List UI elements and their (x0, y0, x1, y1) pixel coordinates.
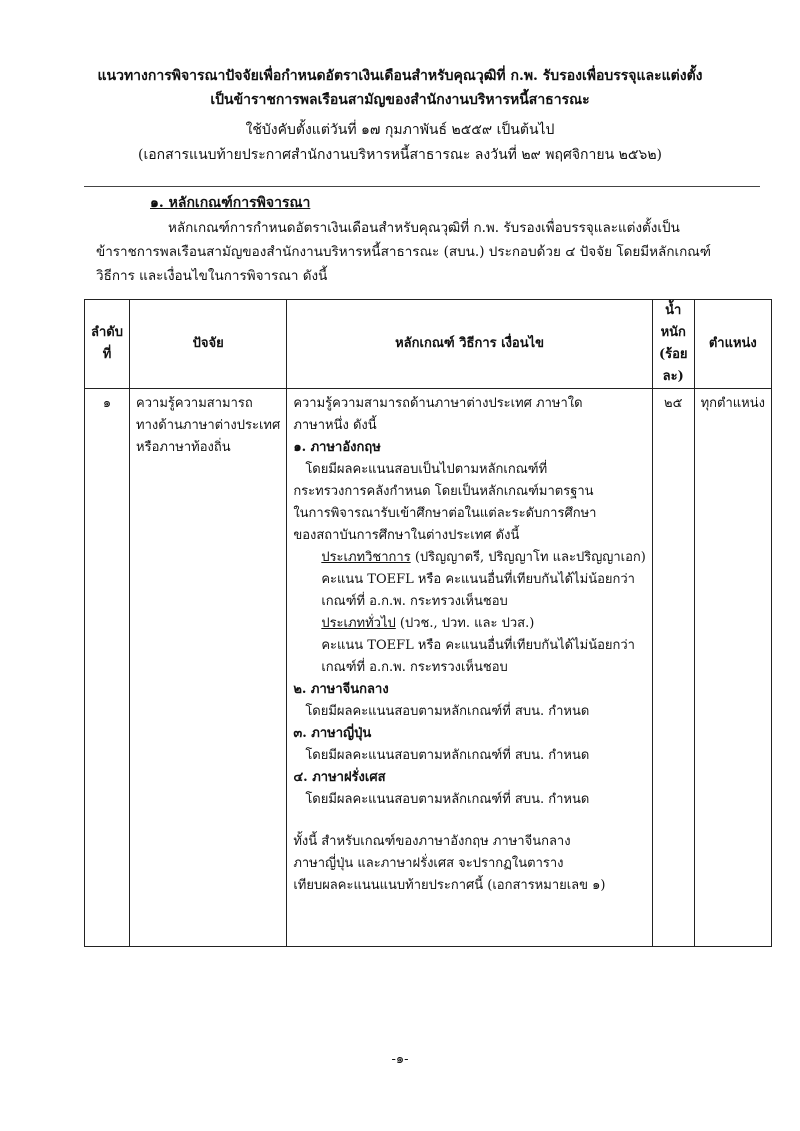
header-weight-line1: น้ำหนัก (660, 303, 686, 340)
academic-type-detail: (ปริญญาตรี, ปริญญาโท และปริญญาเอก) (410, 550, 646, 565)
title-line-2: เป็นข้าราชการพลเรือนสามัญของสำนักงานบริหารหนี้สาธารณะ (210, 92, 590, 108)
general-type (293, 613, 646, 635)
academic-line-1: คะแนน TOEFL หรือ คะแนนอื่นที่เทียบกันได้ไม่น้อยกว่า (321, 572, 635, 587)
note-line-1: ทั้งนี้ สำหรับเกณฑ์ของภาษาอังกฤษ ภาษาจีนกลาง (293, 834, 571, 849)
header-weight-line2: (ร้อยละ) (658, 347, 688, 384)
note-line-3: เทียบผลคะแนนแนบท้ายประกาศนี้ (เอกสารหมายเลข ๑) (293, 878, 606, 893)
criteria-intro-1: ความรู้ความสามารถด้านภาษาต่างประเทศ ภาษาใด (293, 396, 583, 411)
header-weight (652, 300, 694, 389)
factor-line-3: หรือภาษาท้องถิ่น (136, 440, 231, 455)
intro-line-3: วิธีการ และเงื่อนไขในการพิจารณา ดังนี้ (96, 268, 328, 284)
general-line-1: คะแนน TOEFL หรือ คะแนนอื่นที่เทียบกันได้ไม่น้อยกว่า (321, 638, 635, 653)
factor-line-2: ทางด้านภาษาต่างประเทศ (136, 418, 281, 433)
section-title (150, 192, 310, 214)
header-factor: ปัจจัย (130, 300, 287, 389)
intro-line-2: ข้าราชการพลเรือนสามัญของสำนักงานบริหารหนี้สาธารณะ (สบน.) ประกอบด้วย ๔ ปัจจัย โดยมีหลักเกณฑ์ (96, 244, 712, 260)
french-heading: ๔. ภาษาฝรั่งเศส (293, 770, 386, 785)
academic-type (293, 547, 646, 569)
header-no: ลำดับที่ (85, 300, 130, 389)
table-row (85, 389, 772, 947)
english-line-2: กระทรวงการคลังกำหนด โดยเป็นหลักเกณฑ์มาตรฐาน (293, 484, 594, 499)
title-line-1: แนวทางการพิจารณาปัจจัยเพื่อกำหนดอัตราเงินเดือนสำหรับคุณวุฒิที่ ก.พ. รับรองเพื่อบรรจุและแต่งตั้ง (97, 68, 703, 84)
row-criteria (287, 389, 653, 947)
annex-reference: (เอกสารแนบท้ายประกาศสำนักงานบริหารหนี้สาธารณะ ลงวันที่ ๒๙ พฤศจิกายน ๒๕๖๒) (137, 147, 663, 163)
table-header-row (85, 300, 772, 389)
academic-type-label: ประเภทวิชาการ (321, 550, 411, 565)
general-line-2: เกณฑ์ที่ อ.ก.พ. กระทรวงเห็นชอบ (321, 660, 508, 675)
chinese-line-1: โดยมีผลคะแนนสอบตามหลักเกณฑ์ที่ สบน. กำหนด (305, 704, 590, 719)
japanese-line-1: โดยมีผลคะแนนสอบตามหลักเกณฑ์ที่ สบน. กำหนด (305, 748, 590, 763)
row-weight: ๒๕ (652, 389, 694, 947)
academic-line-2: เกณฑ์ที่ อ.ก.พ. กระทรวงเห็นชอบ (321, 594, 508, 609)
effective-date: ใช้บังคับตั้งแต่วันที่ ๑๗ กุมภาพันธ์ ๒๕๕๙ เป็นต้นไป (245, 122, 555, 138)
row-position: ทุกตำแหน่ง (694, 389, 771, 947)
page-number: -๑- (391, 1052, 409, 1067)
japanese-heading: ๓. ภาษาญี่ปุ่น (293, 726, 372, 741)
general-type-label: ประเภททั่วไป (321, 616, 396, 631)
english-heading: ๑. ภาษาอังกฤษ (293, 440, 381, 455)
english-line-3: ในการพิจารณารับเข้าศึกษาต่อในแต่ละระดับการศึกษา (293, 506, 597, 521)
chinese-heading: ๒. ภาษาจีนกลาง (293, 682, 389, 697)
criteria-intro-2: ภาษาหนึ่ง ดังนี้ (293, 418, 377, 433)
header-divider (84, 186, 760, 187)
row-no: ๑ (85, 389, 130, 947)
header-criteria: หลักเกณฑ์ วิธีการ เงื่อนไข (287, 300, 653, 389)
note-line-2: ภาษาญี่ปุ่น และภาษาฝรั่งเศส จะปรากฏในตาราง (293, 856, 564, 871)
section-title-text: ๑. หลักเกณฑ์การพิจารณา (150, 195, 311, 211)
english-line-1: โดยมีผลคะแนนสอบเป็นไปตามหลักเกณฑ์ที่ (305, 462, 548, 477)
row-factor (130, 389, 287, 947)
spacer (293, 811, 646, 831)
header-position: ตำแหน่ง (694, 300, 771, 389)
criteria-table (84, 299, 772, 947)
factor-line-1: ความรู้ความสามารถ (136, 396, 253, 411)
intro-line-1: หลักเกณฑ์การกำหนดอัตราเงินเดือนสำหรับคุณวุฒิที่ ก.พ. รับรองเพื่อบรรจุและแต่งตั้งเป็น (168, 220, 680, 236)
general-type-detail: (ปวช., ปวท. และ ปวส.) (395, 616, 535, 631)
english-line-4: ของสถาบันการศึกษาในต่างประเทศ ดังนี้ (293, 528, 520, 543)
french-line-1: โดยมีผลคะแนนสอบตามหลักเกณฑ์ที่ สบน. กำหนด (305, 792, 590, 807)
